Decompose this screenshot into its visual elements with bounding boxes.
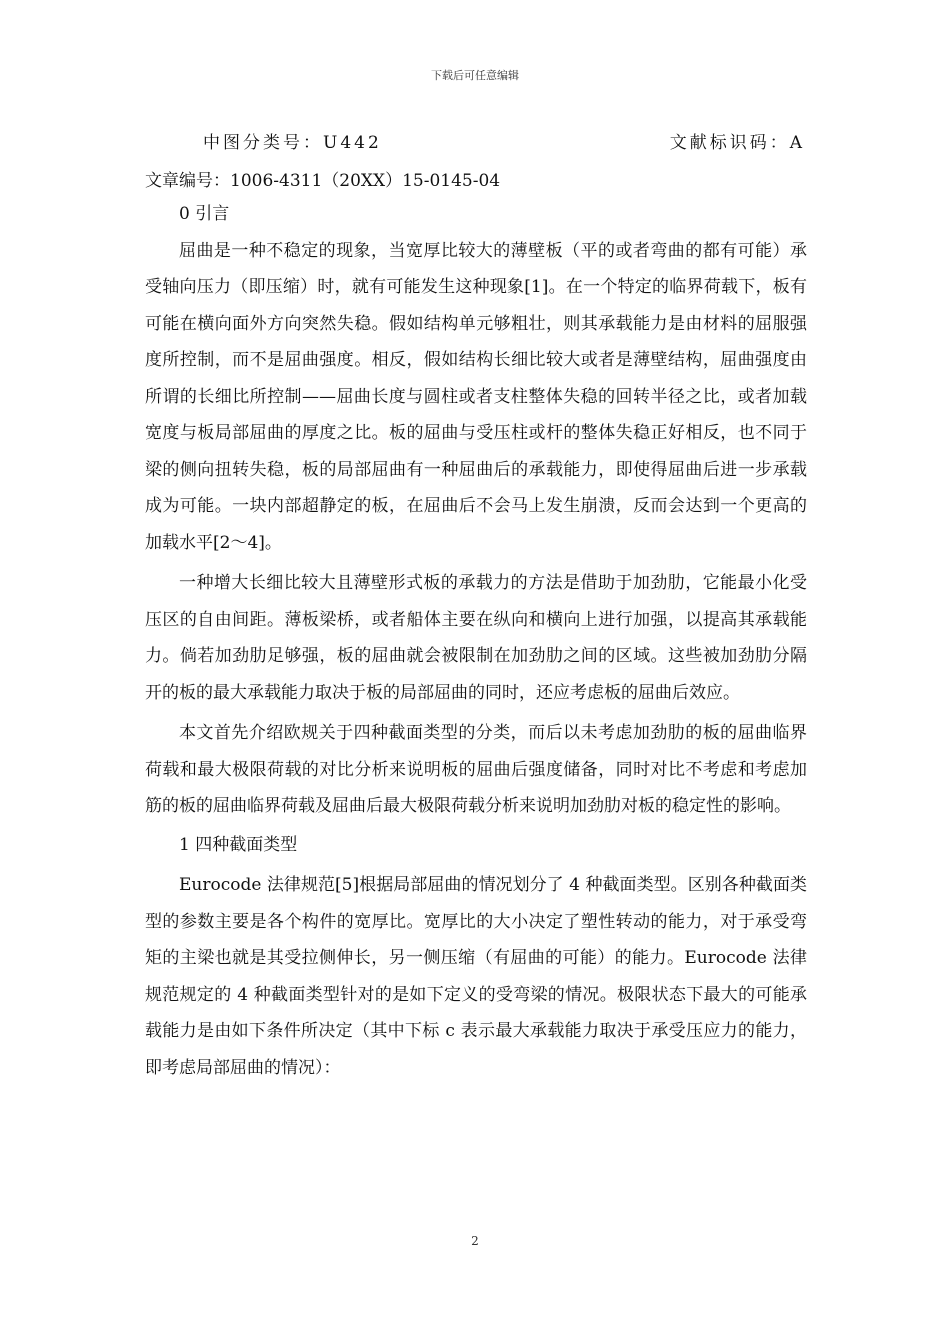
classification-number: 中图分类号：U442: [203, 133, 382, 153]
paragraph: 本文首先介绍欧规关于四种截面类型的分类，而后以未考虑加劲肋的板的屈曲临界荷载和最大极限荷载的对比分析来说明板的屈曲后强度储备，同时对比不考虑和考虑加筋的板的屈曲临界荷载及屈曲后最大极限荷载分析来说明加劲肋对板的稳定性的影响。: [145, 723, 807, 816]
page-header-note: 下载后可任意编辑: [431, 69, 519, 82]
article-number: 文章编号：1006-4311（20XX）15-0145-04: [145, 171, 501, 191]
paragraph: 屈曲是一种不稳定的现象，当宽厚比较大的薄壁板（平的或者弯曲的都有可能）承受轴向压力（即压缩）时，就有可能发生这种现象[1]。在一个特定的临界荷载下，板有可能在横向面外方向突然失稳。假如结构单元够粗壮，则其承载能力是由材料的屈服强度所控制，而不是屈曲强度。相反，假如结构长细比较大或者是薄壁结构，屈曲强度由所谓的长细比所控制——屈曲长度与圆柱或者支柱整体失稳的回转半径之比，或者加载宽度与板局部屈曲的厚度之比。板的屈曲与受压柱或杆的整体失稳正好相反，也不同于梁的侧向扭转失稳，板的局部屈曲有一种屈曲后的承载能力，即使得屈曲后进一步承载成为可能。一块内部超静定的板，在屈曲后不会马上发生崩溃，反而会达到一个更高的加载水平[2～4]。: [145, 240, 807, 553]
page-number: 2: [471, 1234, 479, 1248]
meta-row-classification: [145, 128, 805, 153]
section-heading-section-types: 1 四种截面类型: [179, 834, 298, 855]
paragraph: Eurocode 法律规范[5]根据局部屈曲的情况划分了 4 种截面类型。区别各种截面类型的参数主要是各个构件的宽厚比。宽厚比的大小决定了塑性转动的能力，对于承受弯矩的主梁也就是其受拉侧伸长，另一侧压缩（有屈曲的可能）的能力。Eurocode 法律规范规定的 4 种截面类型针对的是如下定义的受弯梁的情况。极限状态下最大的可能承载能力是由如下条件所决定（其中下标 c 表示最大承载能力取决于承受压应力的能力，即考虑局部屈曲的情况）：: [145, 875, 807, 1078]
meta-row-article: [145, 166, 805, 191]
paragraph: 一种增大长细比较大且薄壁形式板的承载力的方法是借助于加劲肋，它能最小化受压区的自由间距。薄板梁桥，或者船体主要在纵向和横向上进行加强，以提高其承载能力。倘若加劲肋足够强，板的屈曲就会被限制在加劲肋之间的区域。这些被加劲肋分隔开的板的最大承载能力取决于板的局部屈曲的同时，还应考虑板的屈曲后效应。: [145, 573, 807, 703]
document-code: 文献标识码：A: [669, 133, 805, 153]
section-heading-intro: 0 引言: [179, 204, 230, 224]
article-body: [145, 196, 807, 1086]
